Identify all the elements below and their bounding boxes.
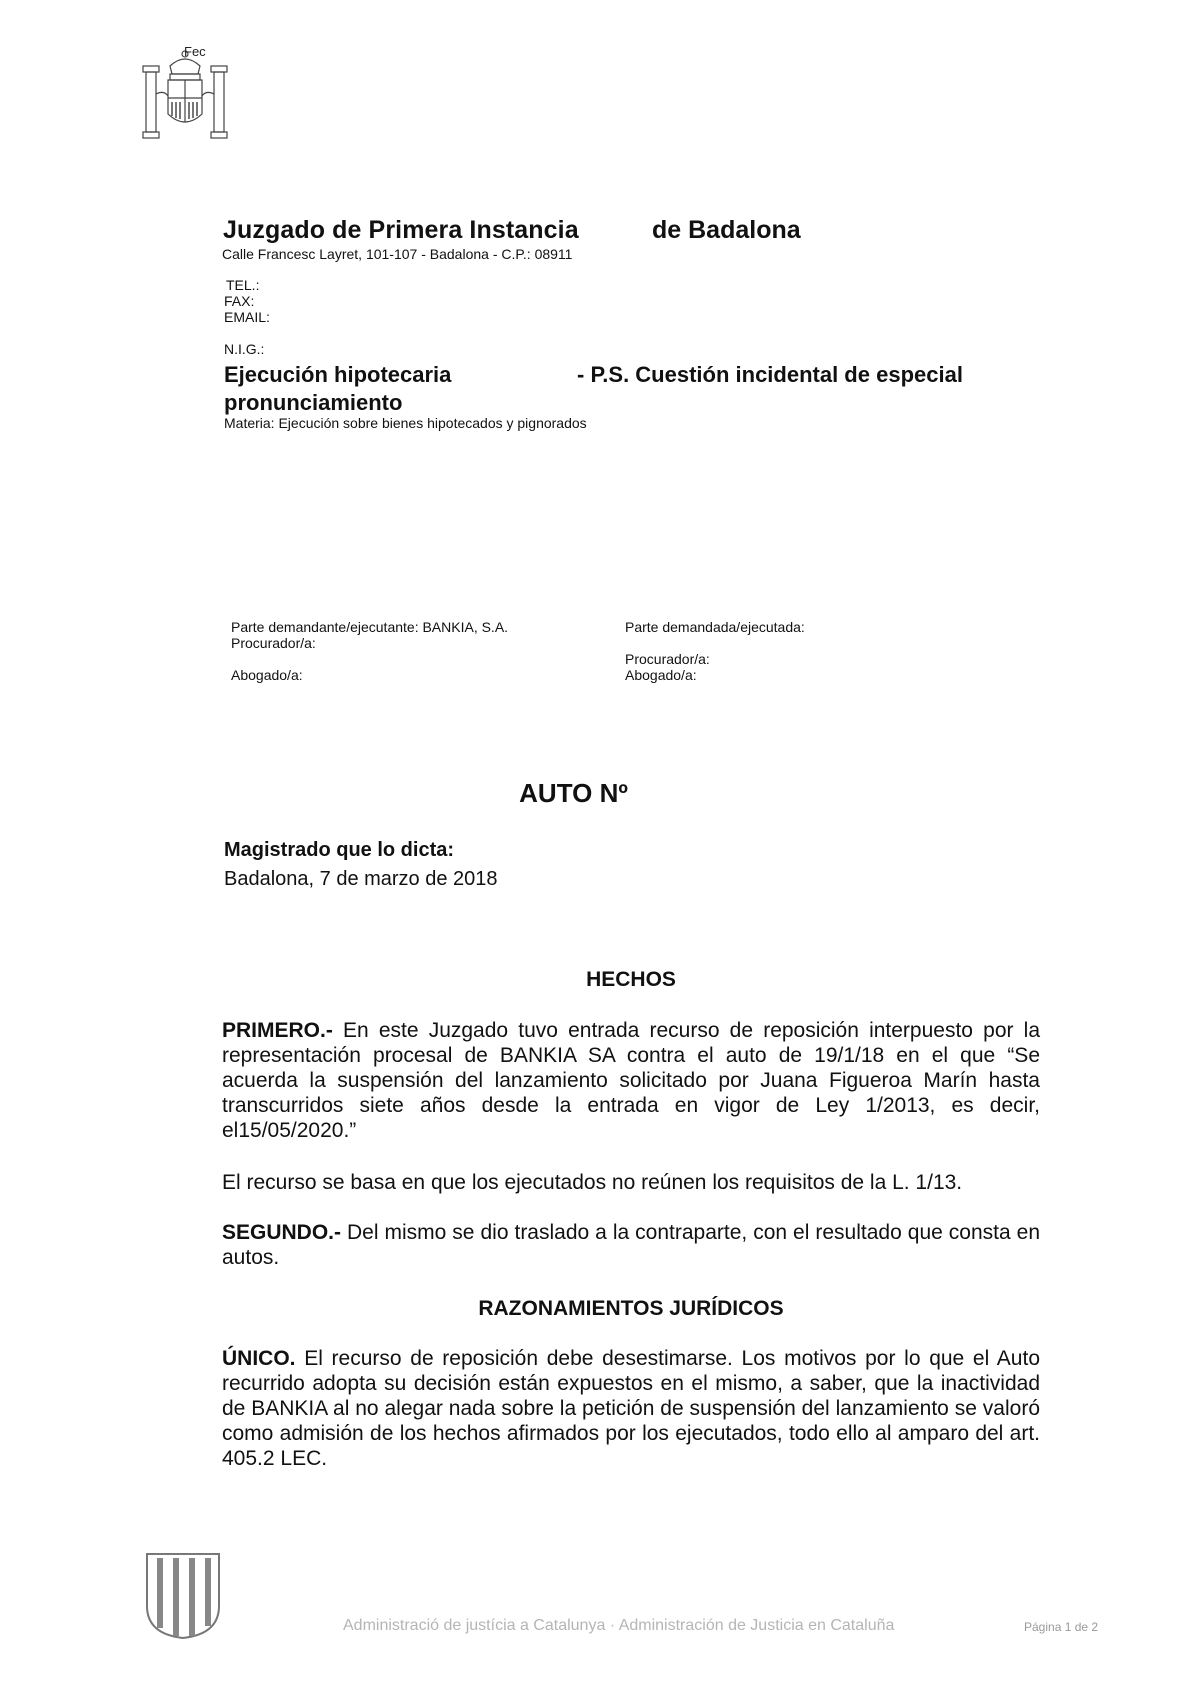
primero-label: PRIMERO.- — [222, 1019, 333, 1042]
segundo-label: SEGUNDO.- — [222, 1221, 342, 1244]
tel-label: TEL.: — [226, 277, 260, 293]
footer-administration: Administració de justícia a Catalunya · Administración de Justicia en Cataluña — [343, 1617, 895, 1634]
spain-coat-of-arms-icon — [140, 44, 230, 148]
segundo-text: Del mismo se dio traslado a la contraparte, con el resultado que consta en autos. — [222, 1221, 1040, 1269]
fax-label: FAX: — [224, 293, 255, 309]
plaintiff-abogado-label: Abogado/a: — [231, 667, 303, 683]
unico-text: El recurso de reposición debe desestimarse. Los motivos por lo que el Auto recurrido adopta su decisión están expuestos en el mismo, a saber, que la inactividad de BANKIA al no alegar nada sobre la petición de suspensión del lanzamiento se valoró como admisión de los hechos afirmados por los ejecutados, todo ello al amparo del art. 405.2 LEC. — [222, 1347, 1040, 1470]
plaintiff-label: Parte demandante/ejecutante: BANKIA, S.A. — [231, 619, 509, 635]
defendant-label: Parte demandada/ejecutada: — [625, 619, 805, 635]
recurso-paragraph: El recurso se basa en que los ejecutados no reúnen los requisitos de la L. 1/13. — [222, 1171, 963, 1194]
hechos-heading: HECHOS — [586, 968, 676, 991]
procedure-subtype: - P.S. Cuestión incidental de especial — [577, 362, 963, 387]
nig-label: N.I.G.: — [224, 341, 265, 357]
primero-paragraph — [222, 1018, 1040, 1143]
unico-label: ÚNICO. — [222, 1347, 296, 1370]
page-number: Página 1 de 2 — [1024, 1620, 1099, 1634]
segundo-paragraph — [222, 1220, 1040, 1270]
procedure-subtype-continued: pronunciamiento — [224, 390, 403, 415]
razonamientos-heading: RAZONAMIENTOS JURÍDICOS — [478, 1297, 784, 1320]
defendant-abogado-label: Abogado/a: — [625, 667, 697, 683]
primero-text: En este Juzgado tuvo entrada recurso de reposición interpuesto por la representación procesal de BANKIA SA contra el auto de 19/1/18 en el que “Se acuerda la suspensión del lanzamiento solicitado por Juana Figueroa Marín hasta transcurridos siete años desde la entrada en vigor de Ley 1/2013, es decir, el15/05/2020.” — [222, 1019, 1040, 1142]
procedure-materia: Materia: Ejecución sobre bienes hipotecados y pignorados — [224, 415, 587, 431]
unico-paragraph — [222, 1346, 1040, 1471]
procedure-type: Ejecución hipotecaria — [224, 362, 452, 387]
auto-title: AUTO Nº — [519, 778, 628, 808]
defendant-procurador-label: Procurador/a: — [625, 651, 710, 667]
crest-label: Fec — [184, 44, 206, 59]
court-name: Juzgado de Primera Instancia — [223, 216, 579, 244]
email-label: EMAIL: — [224, 309, 270, 325]
plaintiff-procurador-label: Procurador/a: — [231, 635, 316, 651]
document-date: Badalona, 7 de marzo de 2018 — [224, 868, 498, 890]
court-address: Calle Francesc Layret, 101-107 - Badalona - C.P.: 08911 — [222, 246, 573, 262]
court-city: de Badalona — [652, 216, 801, 244]
magistrado-label: Magistrado que lo dicta: — [224, 839, 455, 861]
generalitat-emblem-icon — [143, 1550, 223, 1640]
